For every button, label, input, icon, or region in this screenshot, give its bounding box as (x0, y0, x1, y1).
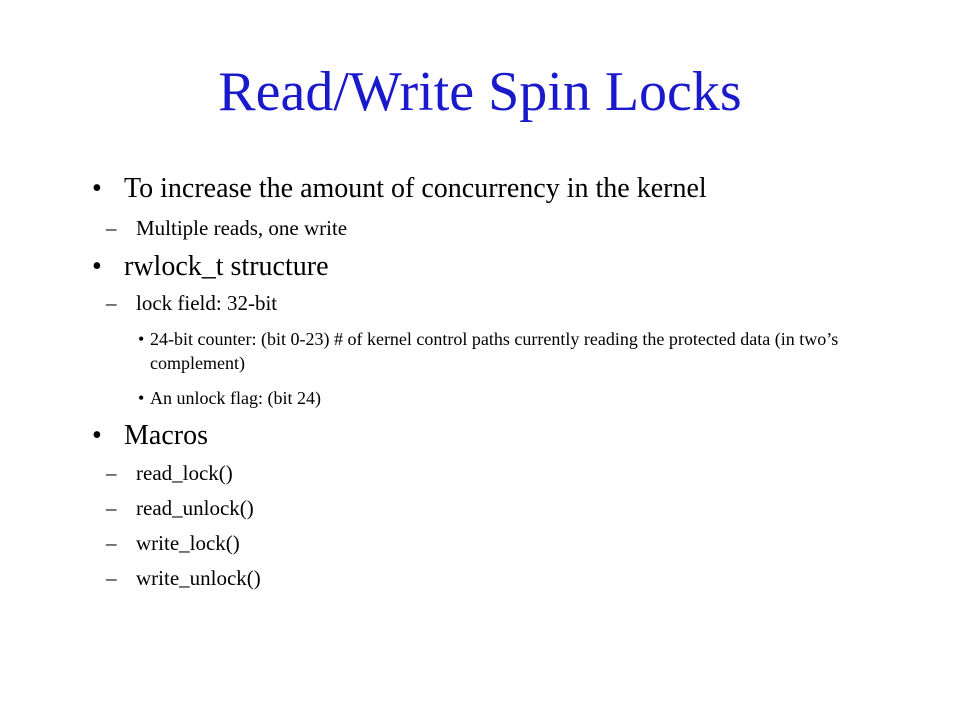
dash-marker: – (106, 531, 117, 555)
list-item-text: lock field: 32-bit (136, 291, 278, 315)
dash-marker: – (106, 216, 117, 240)
bullet-marker: • (138, 388, 145, 408)
dash-marker: – (106, 496, 117, 520)
dash-marker: – (106, 566, 117, 590)
list-item-text: An unlock flag: (bit 24) (150, 388, 321, 408)
list-item-text: read_unlock() (136, 496, 254, 520)
list-item-text: 24-bit counter: (bit 0-23) # of kernel control paths currently reading the protected data (in two’s complement) (150, 329, 839, 373)
dash-marker: – (106, 461, 117, 485)
bullet-marker: • (92, 173, 102, 204)
list-item-text: To increase the amount of concurrency in the kernel (124, 173, 707, 204)
list-item-text: Macros (124, 420, 208, 451)
bullet-marker: • (92, 251, 102, 282)
list-item-text: rwlock_t structure (124, 251, 329, 282)
bullet-marker: • (138, 329, 145, 349)
slide-title: Read/Write Spin Locks (218, 61, 742, 123)
list-item-text: write_unlock() (136, 566, 261, 590)
list-item-text: read_lock() (136, 461, 233, 485)
dash-marker: – (106, 291, 117, 315)
list-item-text: write_lock() (136, 531, 240, 555)
bullet-marker: • (92, 420, 102, 451)
list-item-text: Multiple reads, one write (136, 216, 348, 240)
